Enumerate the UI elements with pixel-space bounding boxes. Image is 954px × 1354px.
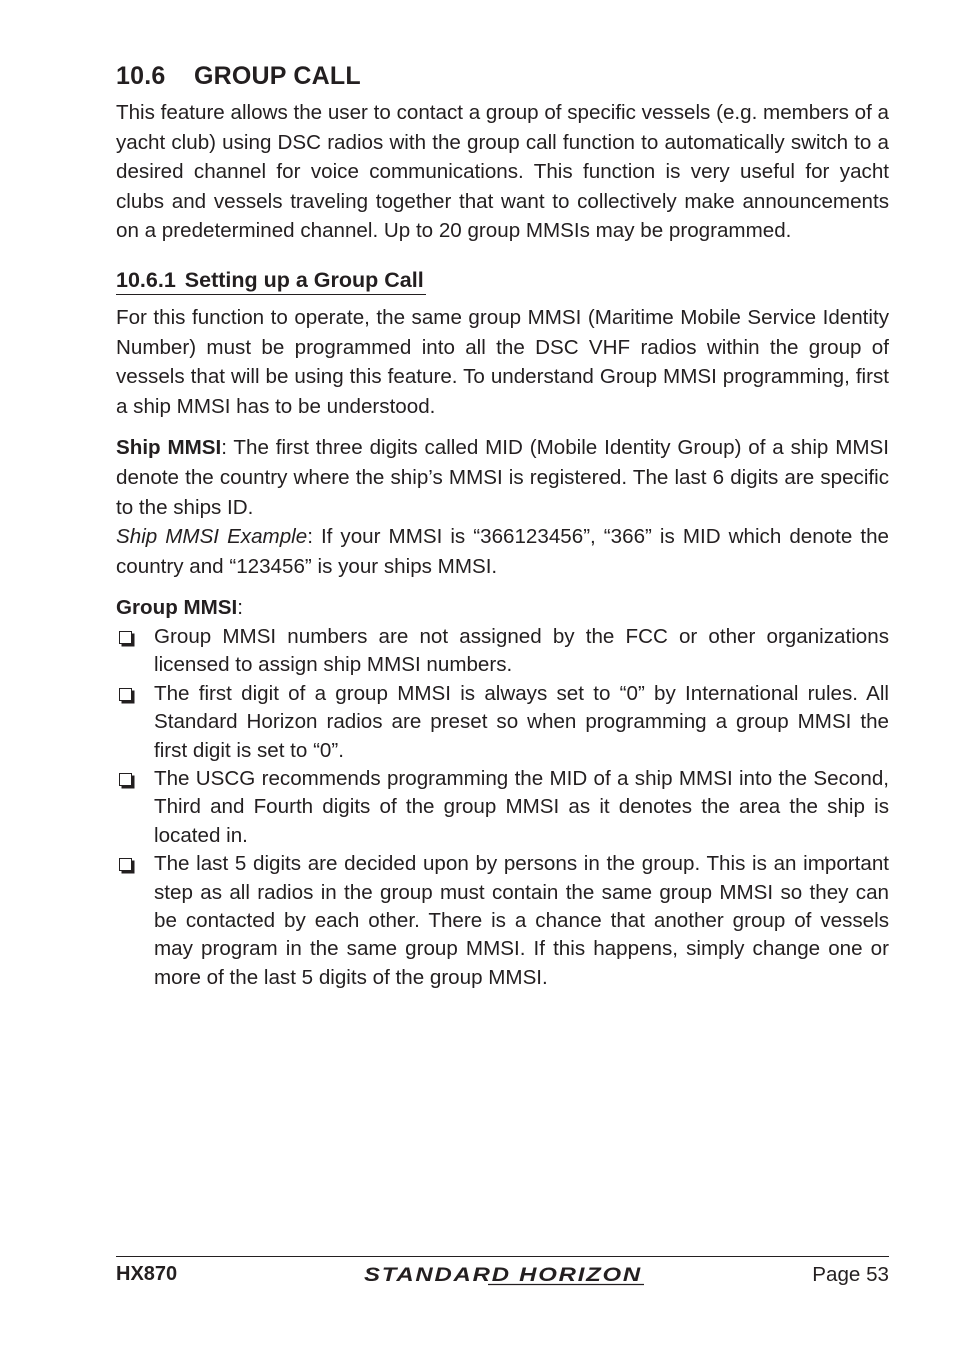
checkbox-bullet-icon [119, 631, 132, 644]
standard-horizon-logo [362, 1265, 644, 1287]
list-item [116, 623, 889, 680]
checkbox-bullet-icon [119, 688, 132, 701]
page-footer [116, 1256, 889, 1297]
ship-mmsi-text: : The first three digits called MID (Mobile Identity Group) of a ship MMSI denote the country where the ship’s MMSI is registered. The last 6 digits are specific to the ships ID. [116, 436, 889, 519]
logo-text: STANDARD HORIZON [364, 1265, 642, 1286]
model-name: HX870 [116, 1263, 178, 1285]
section-number: 10.6 [116, 62, 166, 90]
list-item [116, 850, 889, 992]
group-mmsi-label: Group MMSI [116, 596, 238, 620]
page-number: Page 53 [812, 1263, 889, 1286]
ship-mmsi-paragraph [116, 433, 889, 522]
ship-mmsi-example-text: : If your MMSI is “366123456”, “366” is MID which denote the country and “123456” is your ships MMSI. [116, 525, 889, 578]
list-item [116, 765, 889, 850]
ship-mmsi-example [116, 522, 889, 581]
list-item-text: Group MMSI numbers are not assigned by the FCC or other organizations licensed to assign ship MMSI numbers. [154, 624, 889, 677]
section-heading [116, 58, 889, 94]
list-item-text: The USCG recommends programming the MID of a ship MMSI into the Second, Third and Fourth digits of the group MMSI as it denotes the area the ship is located in. [154, 766, 889, 847]
group-mmsi-heading [116, 593, 889, 623]
list-item-text: The first digit of a group MMSI is always set to “0” by International rules. All Standard Horizon radios are preset so when programming a group MMSI the first digit is set to “0”. [154, 681, 889, 762]
ship-mmsi-example-label: Ship MMSI Example [116, 525, 308, 549]
checkbox-bullet-icon [119, 773, 132, 786]
subsection-intro: For this function to operate, the same group MMSI (Maritime Mobile Service Identity Number) must be programmed into all the DSC VHF radios within the group of vessels that will be using this feature. To understand Group MMSI programming, first a ship MMSI has to be understood. [116, 305, 889, 418]
subsection-title: Setting up a Group Call [184, 267, 424, 292]
subsection-heading [116, 266, 426, 295]
page-content [116, 58, 889, 992]
checkbox-bullet-icon [119, 858, 132, 871]
ship-mmsi-label: Ship MMSI [116, 436, 222, 460]
subsection-number: 10.6.1 [116, 267, 176, 292]
group-mmsi-colon: : [237, 596, 243, 620]
list-item-text: The last 5 digits are decided upon by persons in the group. This is an important step as all radios in the group must contain the same group MMSI so they can be contacted by each other. There is a chance that another group of vessels may program in the same group MMSI. If this happens, simply change one or more of the last 5 digits of the group MMSI. [154, 852, 889, 989]
section-intro: This feature allows the user to contact a group of specific vessels (e.g. members of a yacht club) using DSC radios with the group call function to automatically switch to a desired channel for voice communications. This function is very useful for yacht clubs and vessels traveling together that want to collectively make announcements on a predetermined channel. Up to 20 group MMSIs may be programmed. [116, 101, 889, 243]
group-mmsi-list [116, 623, 889, 992]
list-item [116, 680, 889, 765]
section-title: GROUP CALL [194, 62, 361, 90]
